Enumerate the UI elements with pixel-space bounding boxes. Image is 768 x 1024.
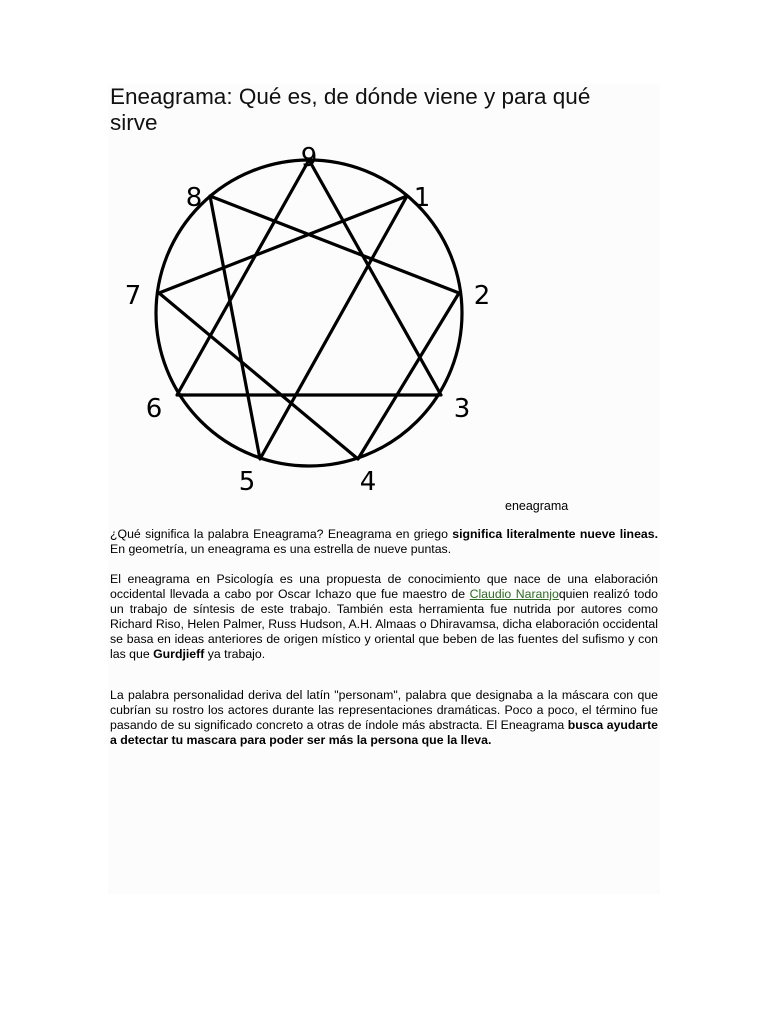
point-label-8: 8 bbox=[185, 183, 203, 213]
point-label-7: 7 bbox=[124, 281, 142, 311]
point-label-1: 1 bbox=[413, 183, 431, 213]
claudio-naranjo-link[interactable]: Claudio Naranjo bbox=[469, 586, 559, 601]
point-label-3: 3 bbox=[453, 394, 471, 424]
paragraph-text: quien realizó todo un trabajo de síntesis de este trabajo. También esta herramienta fue nutrida por autores como Richard Riso, Helen Palmer, Russ Hudson, A.H. Almaas o Dhiravamsa, dicha elaboración occidental se basa en ideas anteriores de origen místico y oriental que beben de las fuentes del sufismo y con las que bbox=[110, 586, 659, 661]
paragraph-definition bbox=[110, 527, 658, 557]
paragraph-text: ya trabajo. bbox=[204, 646, 266, 661]
bold-text: Gurdjieff bbox=[153, 646, 205, 661]
paragraph-text: ¿Qué significa la palabra Eneagrama? Eneagrama en griego bbox=[110, 527, 453, 541]
point-label-4: 4 bbox=[359, 467, 377, 497]
paragraph-text: En geometría, un eneagrama es una estrella de nueve puntas. bbox=[110, 541, 452, 556]
enneagram-hexad bbox=[159, 196, 459, 459]
paragraph-text: El eneagrama en Psicología es una propuesta de conocimiento que nace de una elaboración occidental llevada a cabo por Oscar Ichazo que fue maestro de bbox=[110, 572, 658, 601]
diagram-caption: eneagrama bbox=[505, 499, 569, 513]
point-label-6: 6 bbox=[145, 394, 163, 424]
point-label-5: 5 bbox=[238, 467, 256, 497]
bold-text: busca ayudarte a detectar tu mascara para poder ser más la persona que la lleva. bbox=[110, 717, 659, 747]
paragraph-text: La palabra personalidad deriva del latín "personam", palabra que designaba a la máscara con que cubrían su rostro los actores durante las representaciones dramáticas. Poco a poco, el término fue pasando de su significado concreto a otras de índole más abstracta. El Eneagrama bbox=[110, 688, 658, 732]
bold-text: significa literalmente nueve lineas. bbox=[452, 527, 659, 541]
enneagram-diagram bbox=[108, 138, 528, 498]
paragraph-psychology bbox=[110, 572, 658, 661]
point-label-9: 9 bbox=[300, 143, 318, 173]
enneagram-triangle bbox=[177, 160, 441, 395]
point-label-2: 2 bbox=[473, 281, 491, 311]
paragraph-personality bbox=[110, 688, 658, 748]
article-title: Eneagrama: Qué es, de dónde viene y para qué sirve bbox=[110, 84, 591, 135]
